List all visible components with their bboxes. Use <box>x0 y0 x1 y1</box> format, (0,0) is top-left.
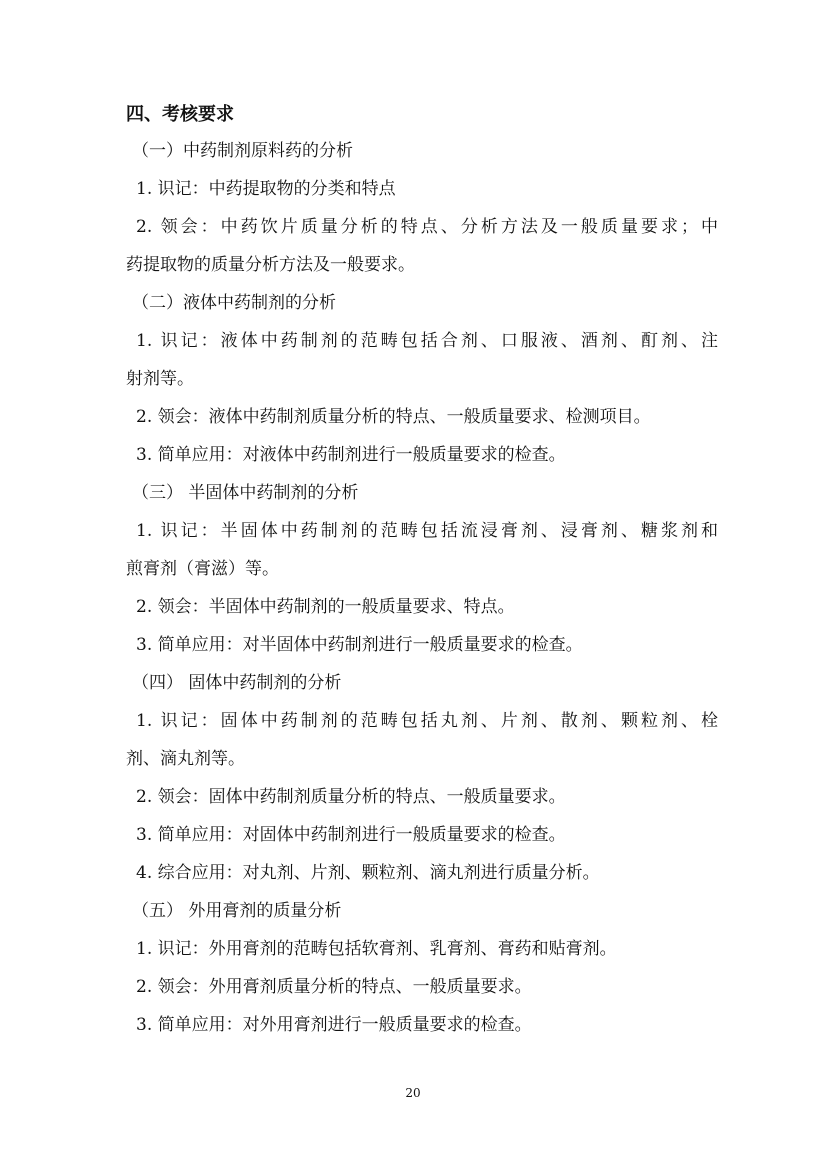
list-item: 1. 识记：液体中药制剂的范畴包括合剂、口服液、酒剂、酊剂、注 <box>136 331 718 351</box>
text-lines <box>126 132 718 1044</box>
list-item: 3. 简单应用：对外用膏剂进行一般质量要求的检查。 <box>136 1015 532 1035</box>
list-item: 3. 简单应用：对液体中药制剂进行一般质量要求的检查。 <box>136 445 566 465</box>
list-item: 1. 识记：外用膏剂的范畴包括软膏剂、乳膏剂、膏药和贴膏剂。 <box>136 939 617 959</box>
list-item: 2. 领会：半固体中药制剂的一般质量要求、特点。 <box>136 597 515 617</box>
list-item: 2. 领会：液体中药制剂质量分析的特点、一般质量要求、检测项目。 <box>136 407 651 427</box>
list-item: 2. 领会：外用膏剂质量分析的特点、一般质量要求。 <box>136 977 532 997</box>
list-item-continuation: 剂、滴丸剂等。 <box>126 749 245 769</box>
list-item: 1. 识记：半固体中药制剂的范畴包括流浸膏剂、浸膏剂、糖浆剂和 <box>136 521 718 541</box>
list-item: 1. 识记：中药提取物的分类和特点 <box>136 179 396 199</box>
subsection-title: （三） 半固体中药制剂的分析 <box>132 483 359 503</box>
subsection-title: （一）中药制剂原料药的分析 <box>132 141 353 161</box>
list-item-continuation: 药提取物的质量分析方法及一般要求。 <box>126 255 415 275</box>
section-heading: 四、考核要求 <box>126 104 234 125</box>
list-item: 2. 领会：中药饮片质量分析的特点、分析方法及一般质量要求；中 <box>136 217 718 237</box>
list-item-continuation: 射剂等。 <box>126 369 194 389</box>
subsection-title: （四） 固体中药制剂的分析 <box>132 673 342 693</box>
page-number: 20 <box>405 1086 421 1100</box>
list-item: 4. 综合应用：对丸剂、片剂、颗粒剂、滴丸剂进行质量分析。 <box>136 863 600 883</box>
list-item-continuation: 煎膏剂（膏滋）等。 <box>126 559 279 579</box>
list-item: 3. 简单应用：对半固体中药制剂进行一般质量要求的检查。 <box>136 635 583 655</box>
list-item: 2. 领会：固体中药制剂质量分析的特点、一般质量要求。 <box>136 787 566 807</box>
subsection-title: （五） 外用膏剂的质量分析 <box>132 901 342 921</box>
page-content <box>126 98 718 1044</box>
subsection-title: （二）液体中药制剂的分析 <box>132 293 336 313</box>
list-item: 3. 简单应用：对固体中药制剂进行一般质量要求的检查。 <box>136 825 566 845</box>
list-item: 1. 识记：固体中药制剂的范畴包括丸剂、片剂、散剂、颗粒剂、栓 <box>136 711 718 731</box>
